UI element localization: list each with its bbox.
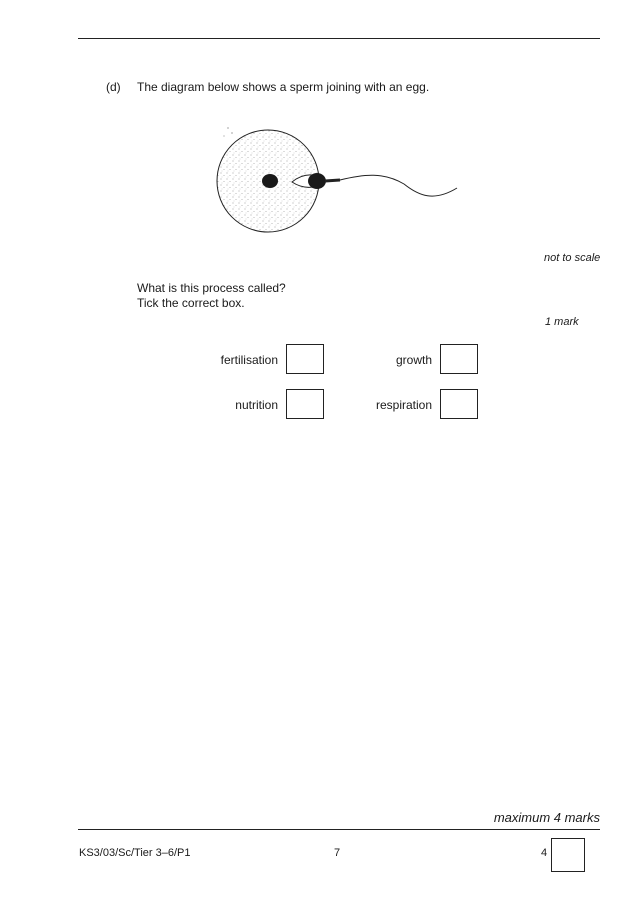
option-nutrition-label: nutrition bbox=[235, 398, 278, 412]
option-growth-checkbox[interactable] bbox=[440, 344, 478, 374]
question-prompt-line2: Tick the correct box. bbox=[137, 296, 245, 310]
footer-rule bbox=[78, 829, 600, 830]
sperm-tail bbox=[340, 175, 457, 196]
egg-nucleus bbox=[262, 174, 278, 188]
marker-score-box[interactable] bbox=[551, 838, 585, 872]
sperm-egg-diagram bbox=[214, 124, 464, 240]
mark-label: 1 mark bbox=[545, 316, 579, 328]
stray-dots bbox=[224, 127, 233, 136]
option-respiration-checkbox[interactable] bbox=[440, 389, 478, 419]
part-label: (d) bbox=[106, 80, 121, 94]
sperm-midpiece bbox=[325, 180, 340, 181]
option-nutrition-checkbox[interactable] bbox=[286, 389, 324, 419]
sperm-head bbox=[308, 173, 326, 189]
paper-code: KS3/03/Sc/Tier 3–6/P1 bbox=[79, 847, 191, 859]
scale-note: not to scale bbox=[544, 252, 601, 264]
question-total: 4 bbox=[541, 847, 548, 859]
option-fertilisation-label: fertilisation bbox=[220, 353, 278, 367]
option-fertilisation-checkbox[interactable] bbox=[286, 344, 324, 374]
top-rule bbox=[78, 38, 600, 39]
option-respiration-label: respiration bbox=[375, 398, 432, 412]
page-number: 7 bbox=[334, 847, 341, 859]
question-prompt-line1: What is this process called? bbox=[137, 281, 286, 295]
question-intro: The diagram below shows a sperm joining with an egg. bbox=[137, 80, 430, 94]
maximum-marks: maximum 4 marks bbox=[493, 810, 600, 825]
option-growth-label: growth bbox=[395, 353, 432, 367]
